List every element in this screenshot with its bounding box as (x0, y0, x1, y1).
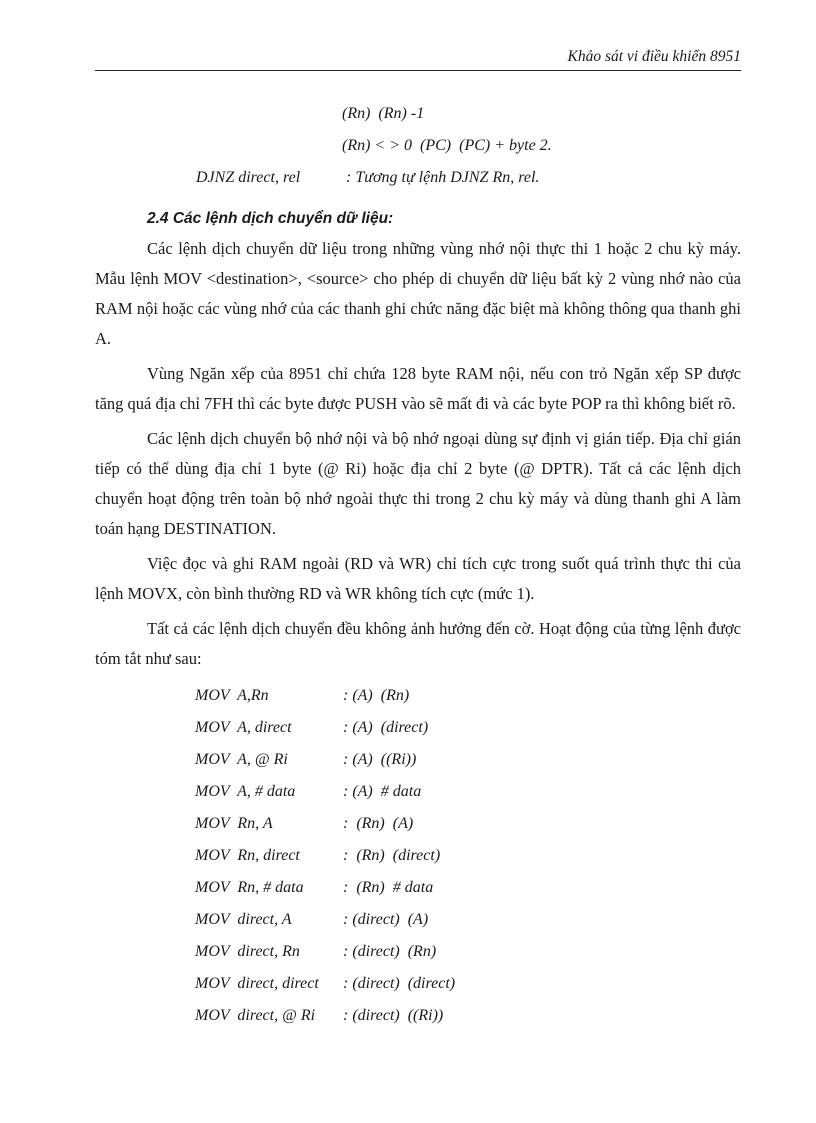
djnz-line (95, 162, 741, 194)
instruction-row (95, 680, 741, 712)
formula-line: (Rn) (Rn) -1 (342, 105, 425, 122)
instruction-op: MOV Rn, A (195, 815, 273, 832)
instruction-op: MOV A, @ Ri (195, 751, 288, 768)
instruction-op: MOV A,Rn (195, 687, 269, 704)
instruction-desc: : (direct) ((Ri)) (343, 1007, 444, 1024)
instruction-row (95, 776, 741, 808)
instruction-desc: : (Rn) (direct) (343, 847, 441, 864)
instruction-desc: : (Rn) # data (343, 879, 434, 896)
instruction-op: MOV Rn, direct (195, 847, 300, 864)
paragraph: Tất cả các lệnh dịch chuyển đều không ảnh hưởng đến cờ. Hoạt động của từng lệnh được tóm tắt như sau: (95, 619, 741, 668)
instruction-desc: : (A) (direct) (343, 719, 429, 736)
instruction-desc: : (direct) (A) (343, 911, 429, 928)
formula-line: (Rn) < > 0 (PC) (PC) + byte 2. (342, 137, 552, 154)
instruction-op: MOV A, # data (195, 783, 296, 800)
instruction-op: MOV direct, A (195, 911, 292, 928)
instruction-op: MOV Rn, # data (195, 879, 304, 896)
instruction-desc: : (direct) (Rn) (343, 943, 437, 960)
instruction-row (95, 840, 741, 872)
instruction-row (95, 712, 741, 744)
instruction-op: MOV direct, @ Ri (195, 1007, 316, 1024)
instruction-desc: : (Rn) (A) (343, 815, 414, 832)
instruction-desc: : (direct) (direct) (343, 975, 456, 992)
djnz-instruction: DJNZ direct, rel (196, 169, 301, 186)
instruction-row (95, 872, 741, 904)
djnz-description: : Tương tự lệnh DJNZ Rn, rel. (346, 169, 540, 186)
section-heading: 2.4 Các lệnh dịch chuyển dữ liệu: (147, 210, 394, 227)
page-content (95, 98, 741, 1032)
instruction-desc: : (A) (Rn) (343, 687, 410, 704)
paragraph: Việc đọc và ghi RAM ngoài (RD và WR) chỉ tích cực trong suốt quá trình thực thi của lệnh MOVX, còn bình thường RD và WR không tích cực (mức 1). (95, 554, 741, 603)
instruction-op: MOV A, direct (195, 719, 292, 736)
page-header (95, 48, 741, 71)
instruction-row (95, 808, 741, 840)
header-title: Khảo sát vi điều khiển 8951 (567, 48, 741, 65)
instruction-op: MOV direct, direct (195, 975, 319, 992)
instruction-row (95, 744, 741, 776)
instruction-row (95, 968, 741, 1000)
paragraph: Vùng Ngăn xếp của 8951 chỉ chứa 128 byte RAM nội, nếu con trỏ Ngăn xếp SP được tăng quá địa chỉ 7FH thì các byte được PUSH vào sẽ mất đi và các byte POP ra thì không biết rõ. (95, 364, 741, 413)
instruction-list (95, 680, 741, 1032)
instruction-row (95, 1000, 741, 1032)
instruction-row (95, 936, 741, 968)
instruction-desc: : (A) ((Ri)) (343, 751, 417, 768)
paragraph: Các lệnh dịch chuyển bộ nhớ nội và bộ nhớ ngoại dùng sự định vị gián tiếp. Địa chỉ gián tiếp có thể dùng địa chỉ 1 byte (@ Ri) hoặc địa chỉ 2 byte (@ DPTR). Tất cả các lệnh dịch chuyển hoạt động trên toàn bộ nhớ ngoài thực thi trong 2 chu kỳ máy và dùng thanh ghi A làm toán hạng DESTINATION. (95, 429, 741, 538)
instruction-row (95, 904, 741, 936)
paragraph: Các lệnh dịch chuyển dữ liệu trong những vùng nhớ nội thực thi 1 hoặc 2 chu kỳ máy. Mẫu lệnh MOV <destination>, <source> cho phép di chuyển dữ liệu bất kỳ 2 vùng nhớ nào của RAM nội hoặc các vùng nhớ của các thanh ghi chức năng đặc biệt mà không thông qua thanh ghi A. (95, 239, 741, 348)
instruction-desc: : (A) # data (343, 783, 422, 800)
instruction-op: MOV direct, Rn (195, 943, 300, 960)
